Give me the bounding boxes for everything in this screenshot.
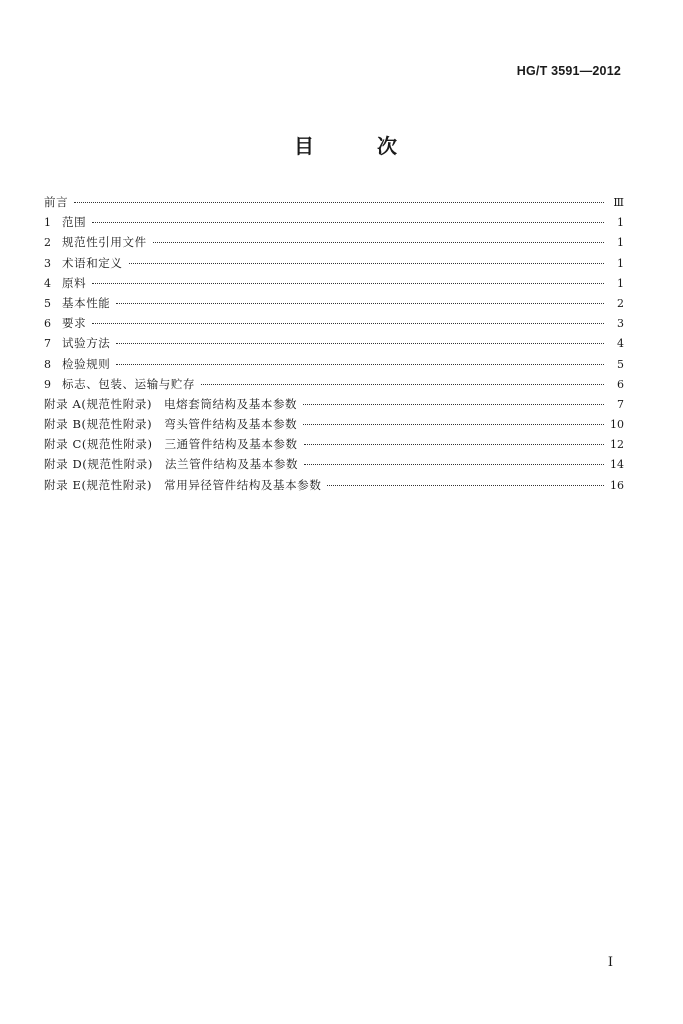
leader-dots — [74, 202, 604, 203]
toc-entry-4[interactable] — [44, 273, 624, 293]
toc-entry-label: 要求 — [62, 316, 87, 331]
toc-entry-3[interactable] — [44, 253, 624, 273]
toc-entry-page: Ⅲ — [613, 196, 624, 209]
leader-dots — [201, 384, 604, 385]
toc-entry-label: 附录 E(规范性附录) — [44, 477, 153, 492]
toc-entry-2[interactable] — [44, 232, 624, 252]
toc-entry-label: 术语和定义 — [62, 255, 123, 270]
toc-entry-1[interactable] — [44, 212, 624, 232]
toc-entry-number: 5 — [44, 296, 51, 310]
toc-entry-description: 弯头管件结构及基本参数 — [164, 417, 298, 432]
toc-entry-label: 范围 — [62, 215, 87, 230]
toc-entry-label: 附录 A(规范性附录) — [44, 396, 153, 411]
toc-entry-label: 前言 — [44, 195, 69, 209]
toc-entry-label: 附录 C(规范性附录) — [44, 437, 153, 452]
toc-entry-number: 9 — [44, 377, 51, 391]
toc-entry-label: 基本性能 — [62, 295, 111, 310]
toc-entry-description: 法兰管件结构及基本参数 — [164, 457, 299, 472]
toc-entry-number: 1 — [44, 216, 51, 230]
leader-dots — [303, 404, 604, 405]
toc-entry-appendix-c[interactable] — [44, 434, 624, 454]
toc-entry-5[interactable] — [44, 293, 624, 313]
toc-entry-page: 10 — [610, 418, 624, 432]
toc-entry-page: 7 — [617, 397, 624, 411]
toc-entry-number: 4 — [44, 276, 51, 290]
toc-entry-page: 1 — [617, 236, 624, 250]
toc-entry-appendix-e[interactable] — [44, 475, 624, 495]
toc-entry-page: 6 — [617, 377, 624, 391]
toc-entry-number: 2 — [44, 236, 51, 250]
toc-entry-page: 4 — [617, 337, 624, 351]
toc-entry-page: 16 — [610, 478, 624, 492]
toc-entry-page: 5 — [617, 357, 624, 371]
leader-dots — [304, 464, 604, 465]
page-number: I — [607, 955, 613, 970]
toc-entry-appendix-b[interactable] — [44, 414, 624, 434]
toc-entry-description: 三通管件结构及基本参数 — [164, 437, 298, 452]
toc-title: 目 次 — [294, 134, 425, 158]
toc-entry-page: 1 — [617, 256, 624, 270]
leader-dots — [116, 343, 604, 344]
toc-entry-description: 电熔套筒结构及基本参数 — [164, 396, 298, 411]
leader-dots — [304, 444, 604, 445]
leader-dots — [129, 263, 605, 264]
toc-entry-preface[interactable] — [44, 192, 624, 212]
leader-dots — [116, 303, 604, 304]
toc-entry-number: 7 — [44, 337, 51, 351]
toc-entry-8[interactable] — [44, 354, 624, 374]
toc-entry-7[interactable] — [44, 333, 624, 353]
toc-entry-label: 试验方法 — [62, 336, 111, 351]
toc-entry-appendix-a[interactable] — [44, 394, 624, 414]
toc-entry-number: 6 — [44, 317, 51, 331]
leader-dots — [92, 222, 604, 223]
toc-entry-number: 8 — [44, 357, 51, 371]
toc-entry-number: 3 — [44, 256, 51, 270]
toc-entry-page: 1 — [617, 276, 624, 290]
toc-entry-label: 标志、包装、运输与贮存 — [62, 376, 196, 391]
leader-dots — [116, 364, 604, 365]
toc-entry-label: 附录 B(规范性附录) — [44, 417, 153, 432]
leader-dots — [92, 283, 604, 284]
toc-entry-label: 附录 D(规范性附录) — [44, 457, 153, 472]
toc-entry-6[interactable] — [44, 313, 624, 333]
toc-entry-label: 原料 — [62, 275, 87, 290]
toc-entry-label: 规范性引用文件 — [62, 235, 147, 250]
table-of-contents — [44, 192, 624, 495]
leader-dots — [303, 424, 604, 425]
leader-dots — [153, 242, 604, 243]
toc-entry-page: 3 — [617, 317, 624, 331]
toc-entry-description: 常用异径管件结构及基本参数 — [164, 477, 322, 492]
toc-entry-page: 12 — [610, 438, 624, 452]
leader-dots — [327, 485, 604, 486]
toc-entry-page: 1 — [617, 216, 624, 230]
toc-entry-page: 2 — [617, 296, 624, 310]
toc-entry-appendix-d[interactable] — [44, 454, 624, 474]
document-code: HG/T 3591—2012 — [516, 64, 621, 78]
toc-entry-page: 14 — [610, 458, 624, 472]
toc-entry-9[interactable] — [44, 374, 624, 394]
toc-entry-label: 检验规则 — [62, 356, 111, 371]
leader-dots — [92, 323, 604, 324]
